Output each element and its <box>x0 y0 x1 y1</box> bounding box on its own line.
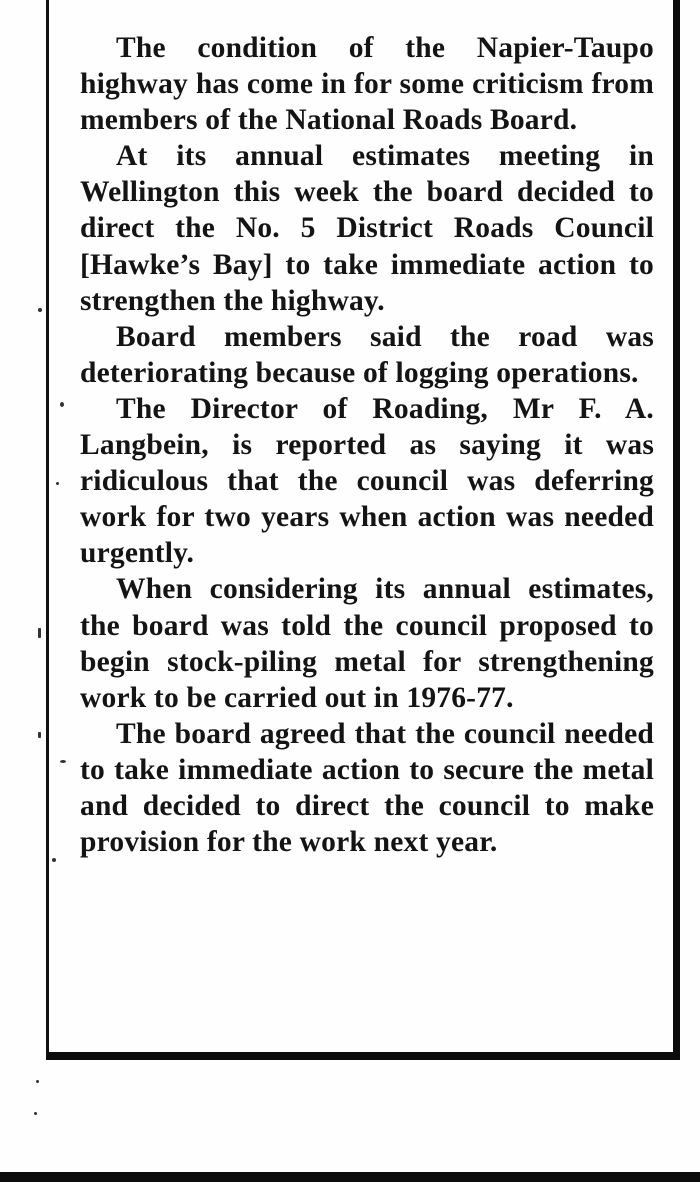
article-paragraph <box>80 30 654 138</box>
article-paragraph <box>80 319 654 391</box>
print-speck <box>60 402 64 407</box>
print-speck <box>36 1080 39 1083</box>
paragraph-text: At its annual estimates meeting in Wellington this week the board decided to direct the No. 5 District Roads Council [Hawke’s Bay] to take immediate action to strengthen the highway. <box>80 140 654 317</box>
paragraph-text: The Director of Roading, Mr F. A. Langbein, is reported as saying it was ridiculous that the council was deferring work for two years when action was needed urgently. <box>80 392 654 570</box>
article-paragraph <box>80 571 654 715</box>
page-bottom-rule <box>0 1172 700 1182</box>
print-speck <box>38 628 41 638</box>
article-paragraph <box>80 138 654 318</box>
print-speck <box>34 1112 37 1115</box>
article-paragraph <box>80 391 654 571</box>
paragraph-text: The board agreed that the council needed to take immediate action to secure the metal and decided to direct the council to make provision for the work next year. <box>80 717 654 859</box>
paragraph-text: The condition of the Napier-Taupo highway has come in for some criticism from members of the National Roads Board. <box>80 32 654 137</box>
article-body <box>80 30 654 860</box>
print-speck <box>52 858 56 862</box>
print-speck <box>38 732 41 738</box>
paragraph-text: When considering its annual estimates, the board was told the council proposed to begin stock-piling metal for strengthening work to be carried out in 1976-77. <box>80 573 654 714</box>
article-paragraph <box>80 716 654 860</box>
print-speck <box>38 308 42 312</box>
print-speck <box>60 760 66 763</box>
paragraph-text: Board members said the road was deteriorating because of logging operations. <box>80 320 654 389</box>
print-speck <box>56 482 59 485</box>
